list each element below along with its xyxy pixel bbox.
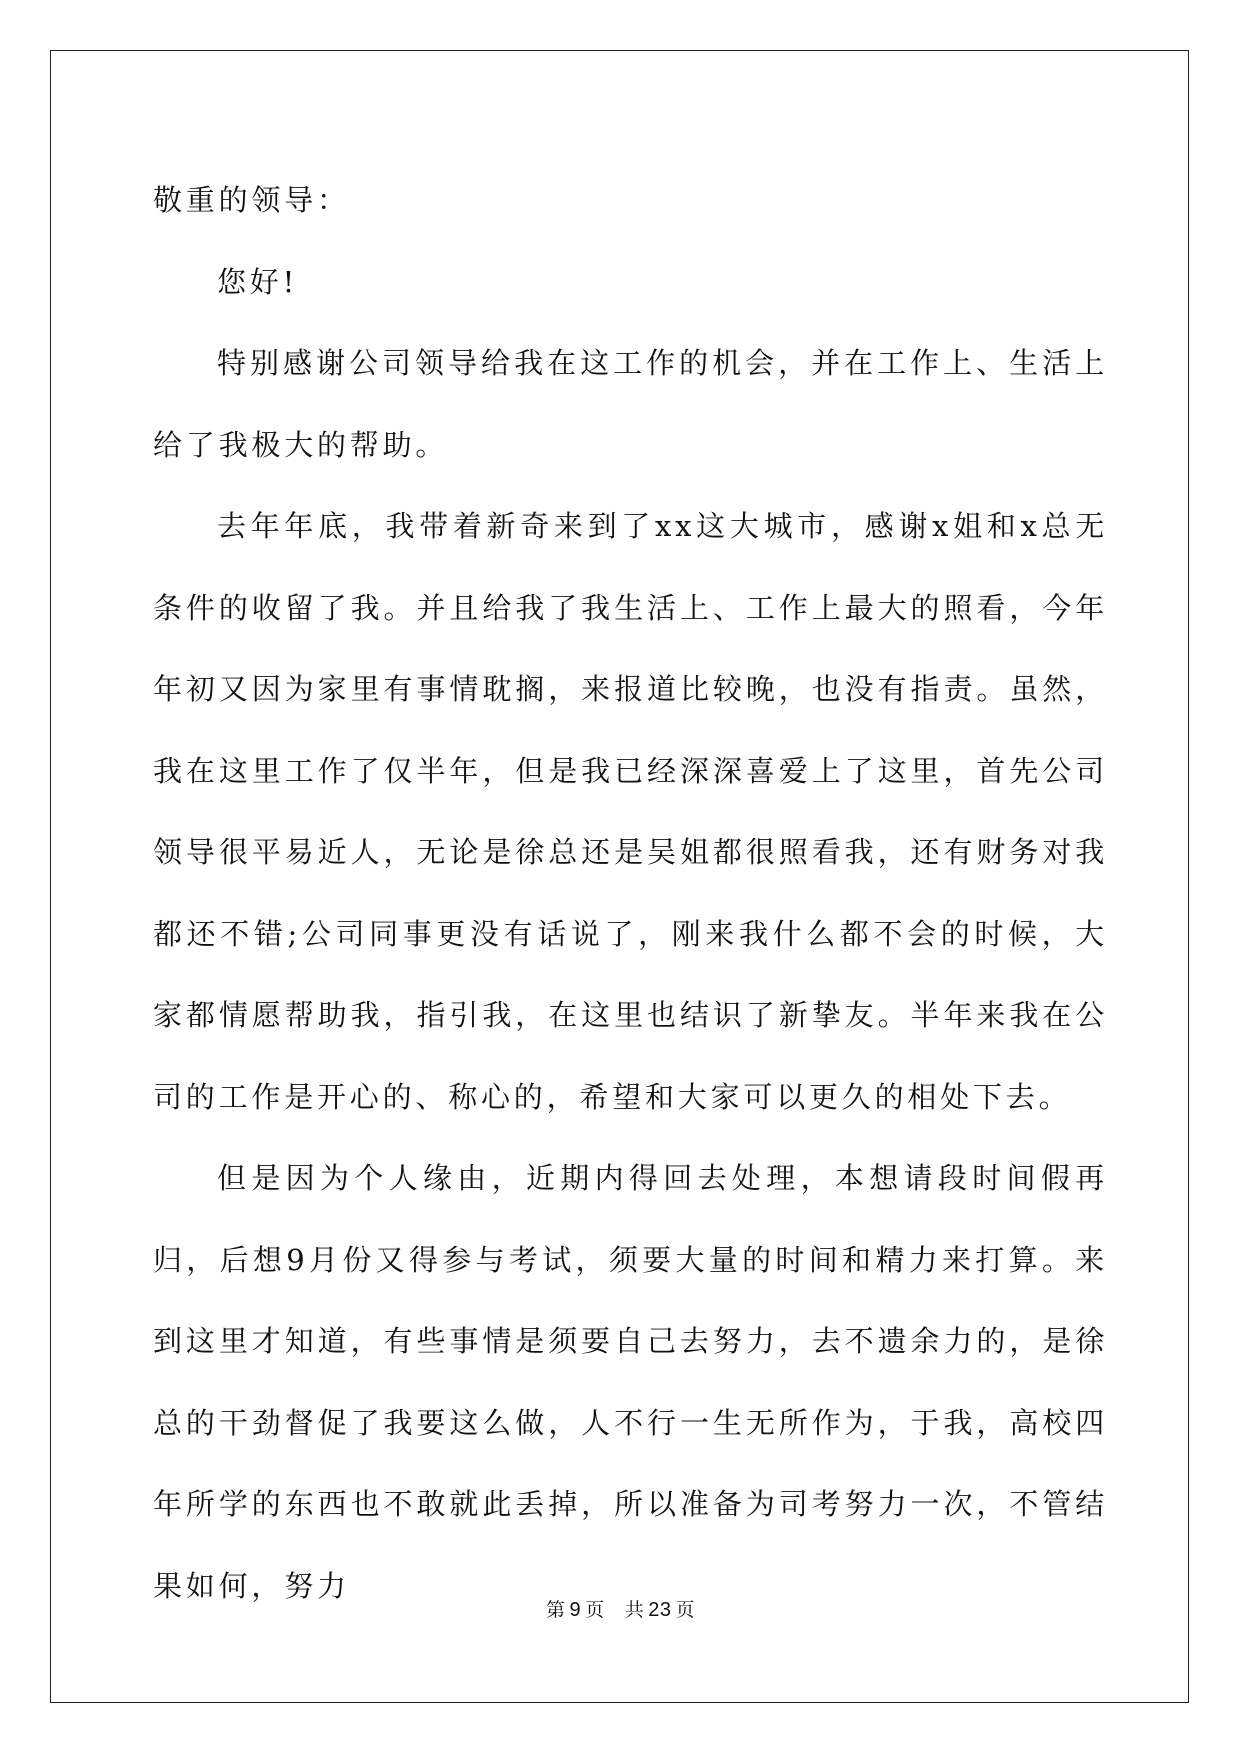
- page-prefix: 第: [546, 1599, 566, 1621]
- total-prefix: 共: [624, 1599, 645, 1621]
- page-suffix: 页: [585, 1599, 605, 1621]
- paragraph-thanks: 特别感谢公司领导给我在这工作的机会，并在工作上、生活上给了我极大的帮助。: [153, 346, 1108, 462]
- paragraph-experience: 去年年底，我带着新奇来到了xx这大城市，感谢x姐和x总无条件的收留了我。并且给我了我生活上、工作上最大的照看，今年年初又因为家里有事情耽搁，来报道比较晚，也没有指责。虽然，我在这里工作了仅半年，但是我已经深深喜爱上了这里，首先公司领导很平易近人，无论是徐总还是吴姐都很照看我，还有财务对我都还不错;公司同事更没有话说了，刚来我什么都不会的时候，大家都情愿帮助我，指引我，在这里也结识了新挚友。半年来我在公司的工作是开心的、称心的，希望和大家可以更久的相处下去。: [153, 509, 1108, 1114]
- greeting: 您好!: [217, 264, 299, 299]
- total-page-count: 23: [648, 1599, 672, 1621]
- current-page-number: 9: [569, 1599, 582, 1621]
- letter-body: [153, 160, 1108, 1627]
- page-number-footer: [0, 1598, 1241, 1622]
- total-suffix: 页: [675, 1599, 695, 1621]
- salutation: 敬重的领导：: [153, 183, 350, 217]
- paragraph-reason: 但是因为个人缘由，近期内得回去处理，本想请段时间假再归，后想9月份又得参与考试，须要大量的时间和精力来打算。来到这里才知道，有些事情是须要自己去努力，去不遗余力的，是徐总的干劲督促了我要这么做，人不行一生无所作为，于我，高校四年所学的东西也不敢就此丢掉，所以准备为司考努力一次，不管结果如何，努力: [153, 1161, 1108, 1603]
